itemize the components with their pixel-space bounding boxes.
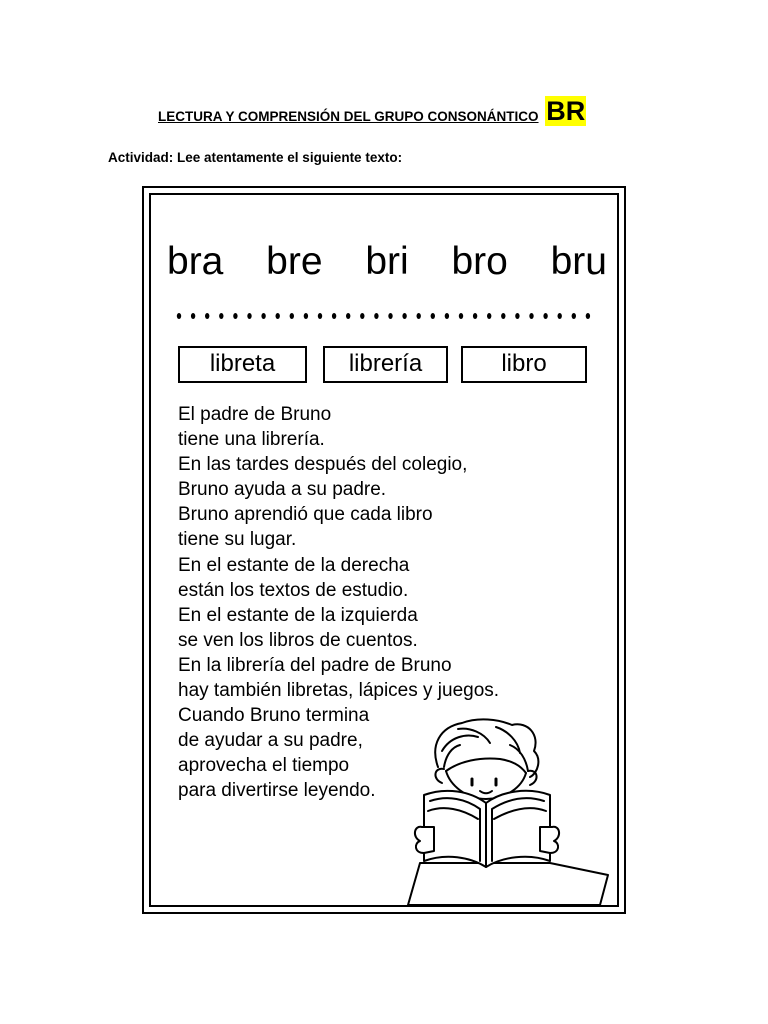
divider-dot — [346, 313, 350, 319]
divider-dot — [445, 313, 449, 319]
passage-line: aprovecha el tiempo — [178, 755, 350, 777]
title-highlight: BR — [546, 96, 586, 126]
page-title — [158, 96, 586, 126]
passage-line: para divertirse leyendo. — [178, 780, 376, 802]
divider-dot — [219, 313, 223, 319]
divider-dot — [304, 313, 308, 319]
divider-dot — [402, 313, 406, 319]
dotted-divider — [174, 306, 594, 326]
boy-reading-book-illustration — [400, 715, 610, 910]
divider-dot — [247, 313, 251, 319]
divider-dot — [529, 313, 533, 319]
divider-dot — [515, 313, 519, 319]
passage-line: tiene su lugar. — [178, 529, 297, 551]
passage-line: se ven los libros de cuentos. — [178, 629, 418, 651]
syllable: bre — [266, 240, 323, 283]
divider-dot — [459, 313, 463, 319]
passage-line: están los textos de estudio. — [178, 579, 409, 601]
passage-line: En el estante de la izquierda — [178, 604, 418, 626]
divider-dot — [473, 313, 477, 319]
divider-dot — [501, 313, 505, 319]
passage-line: En las tardes después del colegio, — [178, 454, 468, 476]
divider-dot — [558, 313, 562, 319]
divider-dot — [360, 313, 364, 319]
syllable: bro — [451, 240, 508, 283]
word-box-libreta: libreta — [178, 346, 307, 383]
passage-line: En el estante de la derecha — [178, 554, 410, 576]
passage-line: Bruno aprendió que cada libro — [178, 504, 433, 526]
passage-line: Bruno ayuda a su padre. — [178, 479, 387, 501]
passage-line: tiene una librería. — [178, 429, 325, 451]
passage-line: Cuando Bruno termina — [178, 705, 370, 727]
divider-dot — [276, 313, 280, 319]
divider-dot — [205, 313, 209, 319]
passage-line: hay también libretas, lápices y juegos. — [178, 680, 500, 702]
syllable: bra — [167, 240, 224, 283]
divider-dot — [191, 313, 195, 319]
divider-dot — [487, 313, 491, 319]
divider-dot — [290, 313, 294, 319]
passage-line: El padre de Bruno — [178, 404, 332, 425]
divider-dot — [388, 313, 392, 319]
passage-line: de ayudar a su padre, — [178, 730, 363, 752]
passage-line: En la librería del padre de Bruno — [178, 654, 452, 676]
divider-dot — [318, 313, 322, 319]
syllable: bru — [550, 240, 607, 283]
divider-dot — [431, 313, 435, 319]
word-box-libreria: librería — [323, 346, 448, 383]
syllable: bri — [365, 240, 409, 283]
divider-dot — [233, 313, 237, 319]
divider-dot — [543, 313, 547, 319]
divider-dot — [332, 313, 336, 319]
divider-dot — [261, 313, 265, 319]
syllable-row — [167, 237, 607, 287]
divider-dot — [417, 313, 421, 319]
divider-dot — [586, 313, 590, 319]
divider-dot — [572, 313, 576, 319]
activity-instruction: Actividad: Lee atentamente el siguiente texto: — [108, 150, 403, 165]
divider-dot — [374, 313, 378, 319]
divider-dot — [177, 313, 181, 319]
word-box-libro: libro — [461, 346, 587, 383]
title-text: LECTURA Y COMPRENSIÓN DEL GRUPO CONSONÁNTICO — [158, 109, 539, 124]
